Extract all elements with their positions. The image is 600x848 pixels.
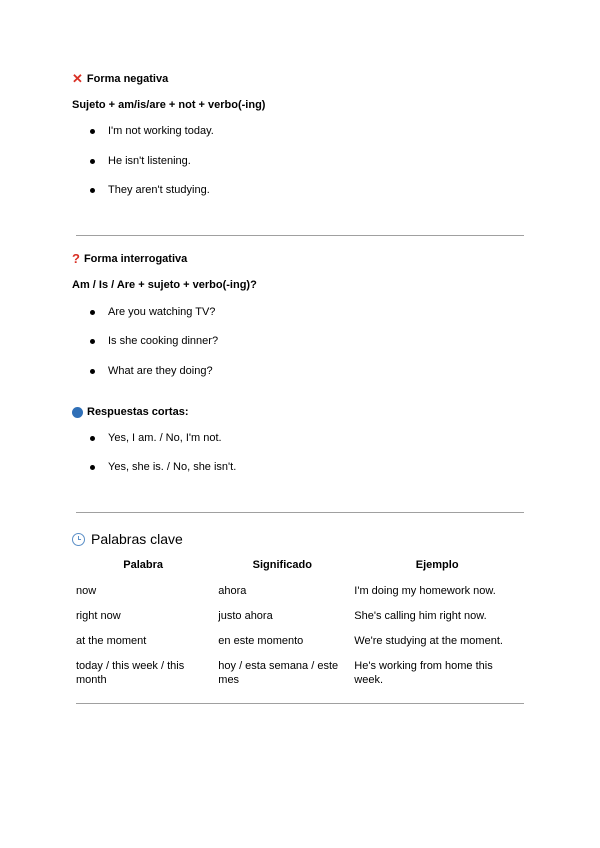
- table-cell: hoy / esta semana / este mes: [218, 660, 339, 686]
- table-row: [72, 654, 524, 693]
- bullet-icon: [90, 188, 95, 193]
- interrogative-form-heading: [72, 252, 187, 265]
- table-cell: We're studying at the moment.: [354, 635, 503, 647]
- bullet-icon: [90, 369, 95, 374]
- bullet-icon: [90, 339, 95, 344]
- divider: [76, 235, 524, 236]
- list-item: Is she cooking dinner?: [90, 335, 218, 347]
- list-item: Yes, I am. / No, I'm not.: [90, 432, 222, 444]
- divider: [76, 703, 524, 704]
- interrogative-form-title: Forma interrogativa: [83, 252, 188, 265]
- column-header-significado: Significado: [252, 559, 312, 571]
- table-cell: right now: [76, 610, 121, 622]
- table-row: [72, 604, 524, 629]
- bullet-icon: [90, 436, 95, 441]
- bullet-icon: [90, 465, 95, 470]
- table-cell: en este momento: [218, 635, 304, 647]
- list-item: Are you watching TV?: [90, 306, 215, 318]
- keywords-title: Palabras clave: [91, 531, 183, 547]
- list-item: They aren't studying.: [90, 184, 210, 196]
- list-item: He isn't listening.: [90, 155, 191, 167]
- speech-bubble-icon: [72, 407, 83, 418]
- bullet-icon: [90, 159, 95, 164]
- table-cell: He's working from home this week.: [354, 660, 493, 686]
- divider: [76, 512, 524, 513]
- table-row: [72, 629, 524, 654]
- negative-form-title: Forma negativa: [86, 72, 169, 85]
- table-cell: ahora: [218, 585, 247, 597]
- list-item: What are they doing?: [90, 365, 213, 377]
- cross-mark-icon: ✕: [72, 71, 83, 86]
- table-cell: now: [76, 585, 97, 597]
- table-row: [72, 579, 524, 604]
- short-answers-heading: [72, 406, 189, 418]
- negative-form-heading: [72, 72, 168, 85]
- column-header-ejemplo: Ejemplo: [415, 559, 459, 571]
- table-cell: justo ahora: [218, 610, 273, 622]
- keywords-heading: [72, 531, 183, 547]
- table-header-row: [72, 556, 524, 579]
- clock-icon: [72, 533, 85, 546]
- table-cell: today / this week / this month: [76, 660, 185, 686]
- bullet-icon: [90, 310, 95, 315]
- table-cell: at the moment: [76, 635, 147, 647]
- interrogative-formula: Am / Is / Are + sujeto + verbo(-ing)?: [72, 279, 257, 291]
- table-cell: She's calling him right now.: [354, 610, 487, 622]
- short-answers-title: Respuestas cortas:: [87, 406, 189, 418]
- column-header-palabra: Palabra: [123, 559, 164, 571]
- keywords-table: [72, 556, 524, 693]
- list-item: I'm not working today.: [90, 125, 214, 137]
- question-mark-icon: ?: [72, 251, 80, 266]
- negative-formula: Sujeto + am/is/are + not + verbo(-ing): [72, 99, 266, 111]
- bullet-icon: [90, 129, 95, 134]
- table-cell: I'm doing my homework now.: [354, 585, 496, 597]
- list-item: Yes, she is. / No, she isn't.: [90, 461, 236, 473]
